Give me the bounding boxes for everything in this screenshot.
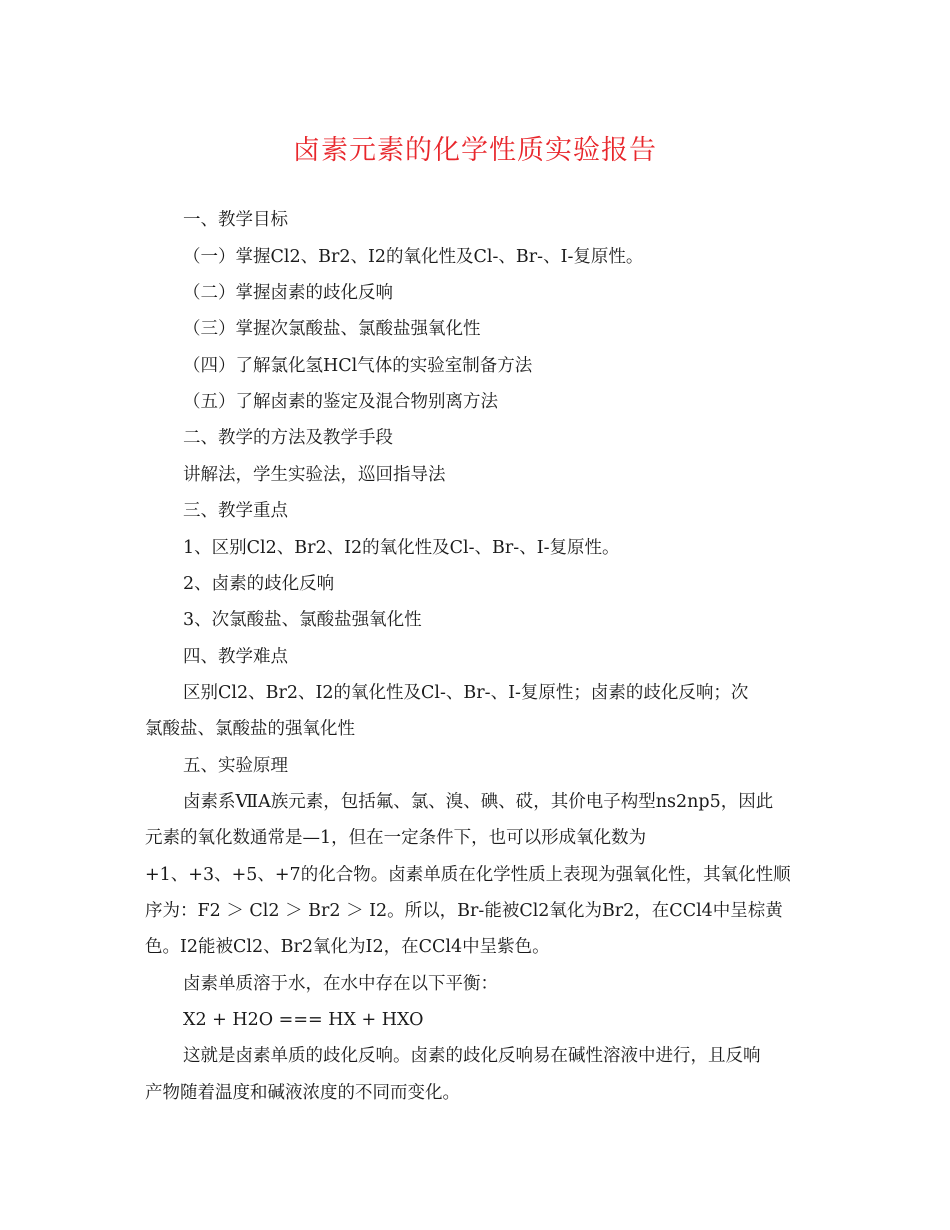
objective-item-3: （三）掌握次氯酸盐、氯酸盐强氧化性 (183, 319, 481, 339)
difficulties-text-line-2: 氯酸盐、氯酸盐的强氧化性 (145, 719, 355, 739)
disproportionation-paragraph-line-2: 产物随着温度和碱液浓度的不同而变化。 (145, 1083, 460, 1103)
section-heading-key-points: 三、教学重点 (183, 501, 288, 521)
methods-text: 讲解法，学生实验法，巡回指导法 (183, 465, 446, 485)
equilibrium-equation: X2 + H2O === HX + HXO (183, 1010, 424, 1030)
key-point-2: 2、卤素的歧化反响 (183, 574, 335, 594)
objective-item-5: （五）了解卤素的鉴定及混合物别离方法 (183, 392, 498, 412)
disproportionation-paragraph-line-1: 这就是卤素单质的歧化反响。卤素的歧化反响易在碱性溶液中进行，且反响 (183, 1046, 761, 1066)
document-title: 卤素元素的化学性质实验报告 (293, 135, 657, 166)
section-heading-objectives: 一、教学目标 (183, 210, 288, 230)
section-heading-difficulties: 四、教学难点 (183, 647, 288, 667)
section-heading-methods: 二、教学的方法及教学手段 (183, 428, 393, 448)
principle-paragraph-line-2: 元素的氧化数通常是—1，但在一定条件下，也可以形成氧化数为 (145, 828, 647, 848)
key-point-1: 1、区别Cl2、Br2、I2的氧化性及Cl-、Br-、I-复原性。 (183, 538, 620, 558)
objective-item-4: （四）了解氯化氢HCl气体的实验室制备方法 (183, 356, 533, 376)
principle-paragraph-line-1: 卤素系ⅦA族元素，包括氟、氯、溴、碘、砹，其价电子构型ns2np5，因此 (183, 792, 774, 812)
principle-paragraph-line-5: 色。I2能被Cl2、Br2氧化为I2，在CCl4中呈紫色。 (145, 937, 550, 957)
principle-paragraph-line-4: 序为：F2 ＞ Cl2 ＞ Br2 ＞ I2。所以，Br-能被Cl2氧化为Br2，在CCl4中呈棕黄 (145, 901, 783, 921)
objective-item-1: （一）掌握Cl2、Br2、I2的氧化性及Cl-、Br-、I-复原性。 (183, 247, 644, 267)
objective-item-2: （二）掌握卤素的歧化反响 (183, 283, 393, 303)
difficulties-text-line-1: 区别Cl2、Br2、I2的氧化性及Cl-、Br-、I-复原性；卤素的歧化反响；次 (183, 683, 749, 703)
equilibrium-intro: 卤素单质溶于水，在水中存在以下平衡： (183, 974, 498, 994)
key-point-3: 3、次氯酸盐、氯酸盐强氧化性 (183, 610, 422, 630)
section-heading-principle: 五、实验原理 (183, 756, 288, 776)
principle-paragraph-line-3: +1、+3、+5、+7的化合物。卤素单质在化学性质上表现为强氧化性，其氧化性顺 (145, 865, 791, 885)
